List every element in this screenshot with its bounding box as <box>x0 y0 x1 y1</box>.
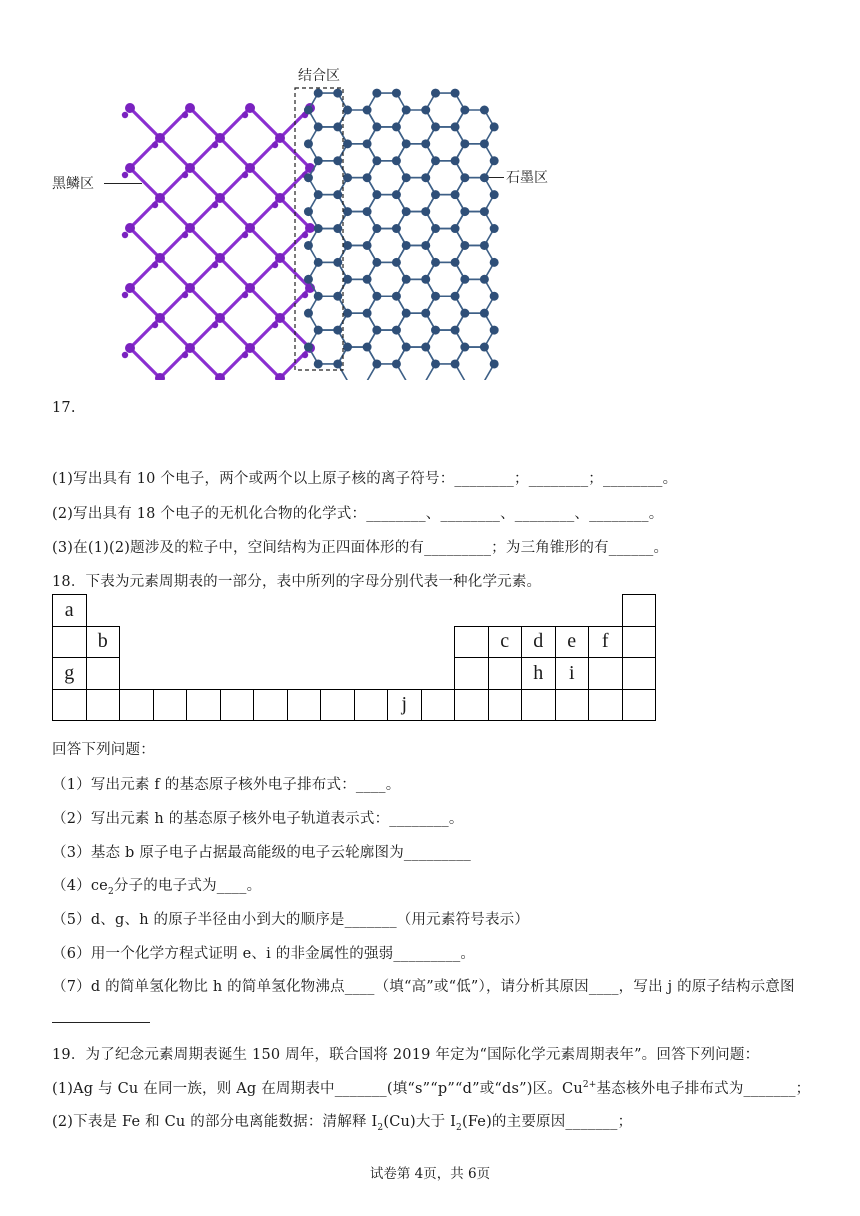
carbon-atom <box>451 190 460 199</box>
carbon-atom <box>460 207 469 216</box>
q18-sub2: （2）写出元素 h 的基态原子核外电子轨道表示式：________。 <box>52 811 464 827</box>
pt-cell <box>86 658 120 690</box>
phosphorus-atom <box>152 262 158 268</box>
carbon-atom <box>460 173 469 182</box>
phosphorus-atom <box>275 193 285 203</box>
carbon-atom <box>372 292 381 301</box>
pt-cell <box>187 689 221 721</box>
carbon-atom <box>314 359 323 368</box>
carbon-atom <box>421 207 430 216</box>
q18-sub7: （7）d 的简单氢化物比 h 的简单氢化物沸点____（填“高”或“低”），请分析其原因____，写出 j 的原子结构示意图 <box>52 979 795 995</box>
phosphorus-atom <box>155 133 165 143</box>
lattice-figure <box>100 80 520 380</box>
phosphorus-atom <box>215 313 225 323</box>
carbon-atom <box>392 190 401 199</box>
carbon-atom <box>363 207 372 216</box>
carbon-atom <box>343 241 352 250</box>
phosphorus-atom <box>275 313 285 323</box>
carbon-atom <box>431 122 440 131</box>
carbon-atom <box>460 309 469 318</box>
phosphorus-atom <box>242 172 248 178</box>
pt-cell <box>622 595 656 627</box>
q18-sub1: （1）写出元素 f 的基态原子核外电子排布式：____。 <box>52 777 401 793</box>
carbon-atom <box>363 309 372 318</box>
carbon-atom <box>460 106 469 115</box>
phosphorus-atom <box>125 223 135 233</box>
carbon-atom <box>304 139 313 148</box>
carbon-atom <box>421 275 430 284</box>
carbon-atom <box>402 207 411 216</box>
carbon-atom <box>372 156 381 165</box>
pt-cell <box>622 658 656 690</box>
carbon-atom <box>451 292 460 301</box>
phosphorus-atom <box>212 142 218 148</box>
carbon-atom <box>402 275 411 284</box>
carbon-atom <box>343 343 352 352</box>
phosphorus-atom <box>302 352 308 358</box>
phosphorus-atom <box>242 232 248 238</box>
carbon-atom <box>451 122 460 131</box>
carbon-atom <box>431 359 440 368</box>
pt-cell <box>120 689 154 721</box>
pt-cell <box>220 689 254 721</box>
carbon-atom <box>343 173 352 182</box>
carbon-atom <box>460 275 469 284</box>
page-footer: 试卷第 4页，共 6页 <box>369 1166 491 1182</box>
carbon-atom <box>431 258 440 267</box>
carbon-atom <box>333 326 342 335</box>
carbon-atom <box>304 241 313 250</box>
pt-cell <box>354 689 388 721</box>
phosphorus-atom <box>272 142 278 148</box>
pt-cell <box>321 689 355 721</box>
carbon-atom <box>314 89 323 98</box>
carbon-atom <box>333 224 342 233</box>
carbon-atom <box>392 292 401 301</box>
phosphorus-atom <box>212 322 218 328</box>
carbon-atom <box>431 292 440 301</box>
carbon-atom <box>343 106 352 115</box>
carbon-atom <box>490 156 499 165</box>
pt-cell <box>53 626 87 658</box>
pt-cell <box>153 689 187 721</box>
carbon-atom <box>431 190 440 199</box>
phosphorus-atom <box>122 172 128 178</box>
carbon-atom <box>421 173 430 182</box>
carbon-atom <box>372 89 381 98</box>
carbon-atom <box>402 106 411 115</box>
phosphorus-atom <box>122 352 128 358</box>
carbon-atom <box>421 343 430 352</box>
periodic-table-fragment <box>52 594 656 721</box>
phosphorus-atom <box>125 163 135 173</box>
phosphorus-atom <box>305 223 315 233</box>
carbon-atom <box>480 106 489 115</box>
carbon-atom <box>460 343 469 352</box>
carbon-atom <box>460 241 469 250</box>
phosphorus-atom <box>155 253 165 263</box>
pt-cell <box>555 689 589 721</box>
q17-part3: (3)在(1)(2)题涉及的粒子中，空间结构为正四面体形的有_________；为三角锥形的有______。 <box>52 540 669 556</box>
phosphorus-atom <box>185 343 195 353</box>
carbon-atom <box>480 173 489 182</box>
phosphorus-atom <box>272 322 278 328</box>
pt-cell-a: a <box>53 595 87 627</box>
carbon-atom <box>402 139 411 148</box>
phosphorus-atom <box>215 193 225 203</box>
phosphorus-atom <box>275 253 285 263</box>
carbon-atom <box>480 139 489 148</box>
pt-cell-e: e <box>555 626 589 658</box>
q18-sub4: $(4)ce_2$分子的电子式为____。 <box>52 878 262 897</box>
carbon-atom <box>343 139 352 148</box>
carbon-atom <box>392 224 401 233</box>
pt-cell <box>522 689 556 721</box>
q19-intro: 19．为了纪念元素周期表诞生 150 周年，联合国将 2019 年定为“国际化学元素周期表年”。回答下列问题： <box>52 1047 760 1063</box>
carbon-atom <box>304 207 313 216</box>
carbon-atom <box>314 190 323 199</box>
carbon-atom <box>392 156 401 165</box>
carbon-atom <box>392 122 401 131</box>
phosphorus-atom <box>212 202 218 208</box>
carbon-atom <box>392 359 401 368</box>
phosphorus-atom <box>125 103 135 113</box>
phosphorus-atom <box>155 193 165 203</box>
carbon-atom <box>490 258 499 267</box>
carbon-atom <box>314 156 323 165</box>
carbon-atom <box>402 309 411 318</box>
pt-cell <box>421 689 455 721</box>
q18-sub3: （3）基态 b 原子电子占据最高能级的电子云轮廓图为_________ <box>52 845 471 861</box>
carbon-atom <box>304 106 313 115</box>
carbon-atom <box>480 207 489 216</box>
carbon-atom <box>333 190 342 199</box>
phosphorus-atom <box>182 232 188 238</box>
carbon-atom <box>314 326 323 335</box>
pt-cell <box>622 689 656 721</box>
graphite-bonds <box>308 93 494 380</box>
phosphorus-atom <box>245 163 255 173</box>
carbon-atom <box>372 258 381 267</box>
phosphorus-atom <box>152 322 158 328</box>
phosphorus-atom <box>152 142 158 148</box>
phosphorus-atom <box>182 352 188 358</box>
phosphorus-atom <box>245 223 255 233</box>
carbon-atom <box>343 275 352 284</box>
label-graphite-region: 石墨区 <box>506 170 548 186</box>
carbon-atom <box>363 173 372 182</box>
carbon-atom <box>304 173 313 182</box>
pt-cell-b: b <box>86 626 120 658</box>
pt-cell <box>488 689 522 721</box>
carbon-atom <box>490 292 499 301</box>
phosphorus-atom <box>122 232 128 238</box>
pt-cell-g: g <box>53 658 87 690</box>
pt-cell-d: d <box>522 626 556 658</box>
carbon-atom <box>402 173 411 182</box>
carbon-atom <box>431 89 440 98</box>
phosphorus-atom <box>185 103 195 113</box>
phosphorus-atom <box>185 163 195 173</box>
phosphorus-atom <box>122 112 128 118</box>
carbon-atom <box>333 292 342 301</box>
phosphorus-atom <box>182 172 188 178</box>
phosphorus-atom <box>125 283 135 293</box>
pt-cell <box>53 689 87 721</box>
phosphorus-atom <box>212 262 218 268</box>
carbon-atom <box>490 359 499 368</box>
phosphorus-atom <box>122 292 128 298</box>
carbon-atom <box>460 139 469 148</box>
phosphorus-atom <box>125 343 135 353</box>
carbon-atom <box>431 326 440 335</box>
carbon-atom <box>490 224 499 233</box>
pt-cell-j: j <box>388 689 422 721</box>
q17-part1: (1)写出具有 10 个电子，两个或两个以上原子核的离子符号：________；________；________。 <box>52 471 678 487</box>
label-junction-region: 结合区 <box>298 68 340 84</box>
carbon-atom <box>490 190 499 199</box>
carbon-atom <box>343 309 352 318</box>
phosphorus-atom <box>245 283 255 293</box>
carbon-atom <box>333 122 342 131</box>
carbon-atom <box>451 326 460 335</box>
carbon-atom <box>421 106 430 115</box>
phosphorus-atom <box>242 352 248 358</box>
carbon-atom <box>451 359 460 368</box>
carbon-atom <box>431 224 440 233</box>
carbon-atom <box>480 343 489 352</box>
carbon-atom <box>333 89 342 98</box>
q18-sub5: （5）d、g、h 的原子半径由小到大的顺序是_______（用元素符号表示） <box>52 912 530 928</box>
carbon-atom <box>363 241 372 250</box>
q18-answer-prompt: 回答下列问题： <box>52 742 155 758</box>
carbon-atom <box>421 241 430 250</box>
pt-cell <box>488 658 522 690</box>
phosphorus-atom <box>185 223 195 233</box>
carbon-atom <box>314 292 323 301</box>
phosphorus-atom <box>272 262 278 268</box>
carbon-atom <box>333 258 342 267</box>
pt-cell-c: c <box>488 626 522 658</box>
carbon-atom <box>363 139 372 148</box>
carbon-atom <box>304 275 313 284</box>
pt-cell <box>455 689 489 721</box>
phosphorus-atom <box>275 133 285 143</box>
carbon-atom <box>480 275 489 284</box>
q19-part1: (1)Ag 与 Cu 在同一族，则 Ag 在周期表中_______(填“s”“p”“d”或“ds”)区。$Cu^{2+}$基态核外电子排布式为_______； <box>52 1080 811 1097</box>
phosphorus-atom <box>242 112 248 118</box>
carbon-atom <box>451 156 460 165</box>
label-phosphorene-region: 黑鳞区 <box>52 176 94 192</box>
phosphorus-atom <box>182 292 188 298</box>
pt-cell <box>86 689 120 721</box>
carbon-atom <box>451 258 460 267</box>
carbon-atom <box>363 106 372 115</box>
carbon-atom <box>333 359 342 368</box>
phosphorus-atom <box>245 343 255 353</box>
q17-part2: (2)写出具有 18 个电子的无机化合物的化学式：________、________、________、________。 <box>52 506 664 522</box>
phosphorus-atom <box>155 313 165 323</box>
pt-cell <box>254 689 288 721</box>
carbon-atom <box>392 258 401 267</box>
carbon-atom <box>363 275 372 284</box>
pt-cell-f: f <box>589 626 623 658</box>
phosphorene-bonds <box>130 108 310 378</box>
carbon-atom <box>451 89 460 98</box>
pt-cell <box>455 658 489 690</box>
carbon-atom <box>392 326 401 335</box>
carbon-atom <box>314 258 323 267</box>
pt-cell-i: i <box>555 658 589 690</box>
pt-cell-h: h <box>522 658 556 690</box>
carbon-atom <box>304 309 313 318</box>
carbon-atom <box>372 224 381 233</box>
phosphorus-atom <box>272 202 278 208</box>
q19-part2: (2)下表是 Fe 和 Cu 的部分电离能数据：清解释 $I_2(Cu)$大于 $I_2(Fe)$的主要原因_______； <box>52 1114 633 1133</box>
pt-cell <box>589 658 623 690</box>
phosphorus-atom <box>185 283 195 293</box>
carbon-atom <box>372 359 381 368</box>
phosphorus-atom <box>215 133 225 143</box>
pt-cell <box>455 626 489 658</box>
answer-blank-line <box>52 1022 150 1023</box>
pt-cell <box>622 626 656 658</box>
carbon-atom <box>363 343 372 352</box>
carbon-atom <box>392 89 401 98</box>
carbon-atom <box>490 326 499 335</box>
phosphorus-atom <box>302 232 308 238</box>
carbon-atom <box>314 224 323 233</box>
pt-cell <box>589 689 623 721</box>
pt-cell <box>287 689 321 721</box>
carbon-atom <box>480 241 489 250</box>
q17-number: 17. <box>52 400 76 416</box>
carbon-atom <box>372 122 381 131</box>
carbon-atom <box>304 343 313 352</box>
carbon-atom <box>402 241 411 250</box>
q18-sub6: （6）用一个化学方程式证明 e、i 的非金属性的强弱_________。 <box>52 946 476 962</box>
carbon-atom <box>431 156 440 165</box>
phosphorus-atom <box>245 103 255 113</box>
phosphorus-atom <box>215 253 225 263</box>
carbon-atom <box>314 122 323 131</box>
phosphorus-atom <box>242 292 248 298</box>
carbon-atom <box>343 207 352 216</box>
phosphorus-atom <box>302 292 308 298</box>
carbon-atom <box>451 224 460 233</box>
carbon-atom <box>421 309 430 318</box>
q18-intro: 18．下表为元素周期表的一部分，表中所列的字母分别代表一种化学元素。 <box>52 574 542 590</box>
carbon-atom <box>333 156 342 165</box>
phosphorus-atom <box>152 202 158 208</box>
carbon-atom <box>421 139 430 148</box>
carbon-atom <box>372 190 381 199</box>
carbon-atom <box>372 326 381 335</box>
carbon-atom <box>480 309 489 318</box>
carbon-atom <box>490 122 499 131</box>
carbon-atom <box>402 343 411 352</box>
phosphorus-atom <box>182 112 188 118</box>
